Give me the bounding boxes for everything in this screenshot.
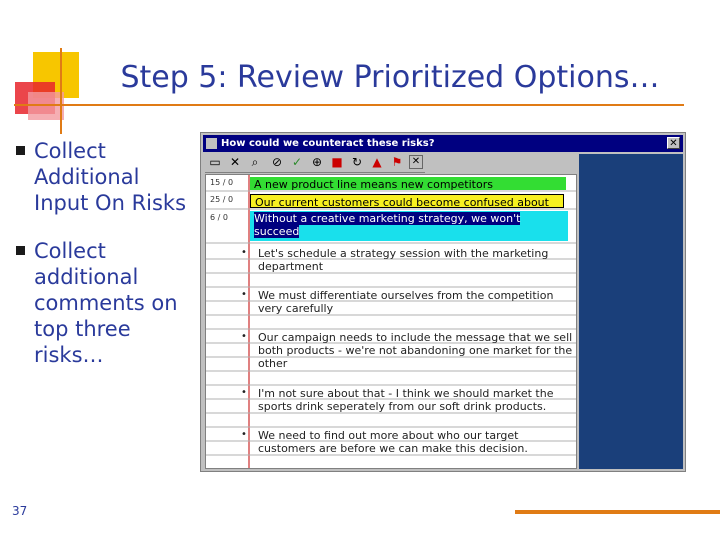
close-icon[interactable]: ✕ <box>409 155 423 169</box>
bullet-item <box>12 238 197 368</box>
logo-square-pink <box>28 92 64 120</box>
group-icon[interactable]: ⊕ <box>311 155 323 169</box>
flag-icon[interactable]: ⚑ <box>391 155 403 169</box>
comment-bullet-icon: • <box>241 429 247 440</box>
chart-icon[interactable]: ▲ <box>372 155 382 169</box>
footer-line <box>515 510 720 514</box>
toolbar <box>205 153 425 173</box>
risk-item[interactable]: Our current customers could become confused about <box>250 194 564 208</box>
bullet-mark-icon <box>16 246 25 255</box>
risk-item-text: Without a creative marketing strategy, we won't succeed <box>254 212 521 238</box>
comment-bullet-icon: • <box>241 289 247 300</box>
bullet-text: Collect Additional Input On Risks <box>34 139 187 215</box>
logo-line-vertical <box>60 48 62 134</box>
comment-item[interactable]: We need to find out more about who our target customers are before we can make this decision. <box>258 429 528 455</box>
close-button[interactable]: ✕ <box>667 137 680 149</box>
risk-item-selected[interactable] <box>250 211 568 241</box>
refresh-icon[interactable]: ↻ <box>351 155 363 169</box>
bullet-text: Collect additional comments on top three risks… <box>34 239 178 367</box>
link-icon[interactable]: ⊘ <box>271 155 283 169</box>
risk-item[interactable]: A new product line means new competitors <box>250 177 566 190</box>
vote-count: 25 / 0 <box>210 195 234 204</box>
vote-count: 6 / 0 <box>210 213 228 222</box>
comment-bullet-icon: • <box>241 331 247 342</box>
vote-count: 15 / 0 <box>210 178 234 187</box>
window-title: How could we counteract these risks? <box>221 138 435 149</box>
bullet-item <box>12 138 197 216</box>
check-icon[interactable]: ✓ <box>291 155 303 169</box>
title-underline <box>14 104 684 106</box>
risk-window <box>200 132 686 472</box>
vote-icon[interactable]: ■ <box>331 155 343 169</box>
risk-list-panel <box>205 174 577 469</box>
bullet-mark-icon <box>16 146 25 155</box>
comment-bullet-icon: • <box>241 247 247 258</box>
window-titlebar[interactable] <box>203 135 683 152</box>
comment-item[interactable]: Let's schedule a strategy session with the marketing department <box>258 247 549 273</box>
slide-number: 37 <box>12 504 28 518</box>
comment-item[interactable]: Our campaign needs to include the message that we sell both products - we're not abandoning one market for the other <box>258 331 573 370</box>
window-icon <box>206 138 217 149</box>
new-icon[interactable]: ▭ <box>209 155 221 169</box>
background-panel <box>579 154 683 469</box>
comment-item[interactable]: We must differentiate ourselves from the competition very carefully <box>258 289 554 315</box>
delete-icon[interactable]: ✕ <box>229 155 241 169</box>
zoom-icon[interactable]: ⌕ <box>251 155 259 169</box>
comment-item[interactable]: I'm not sure about that - I think we should market the sports drink seperately from our soft drink products. <box>258 387 554 413</box>
comment-bullet-icon: • <box>241 387 247 398</box>
bullet-list <box>12 138 197 390</box>
slide-title: Step 5: Review Prioritized Options… <box>120 60 660 95</box>
